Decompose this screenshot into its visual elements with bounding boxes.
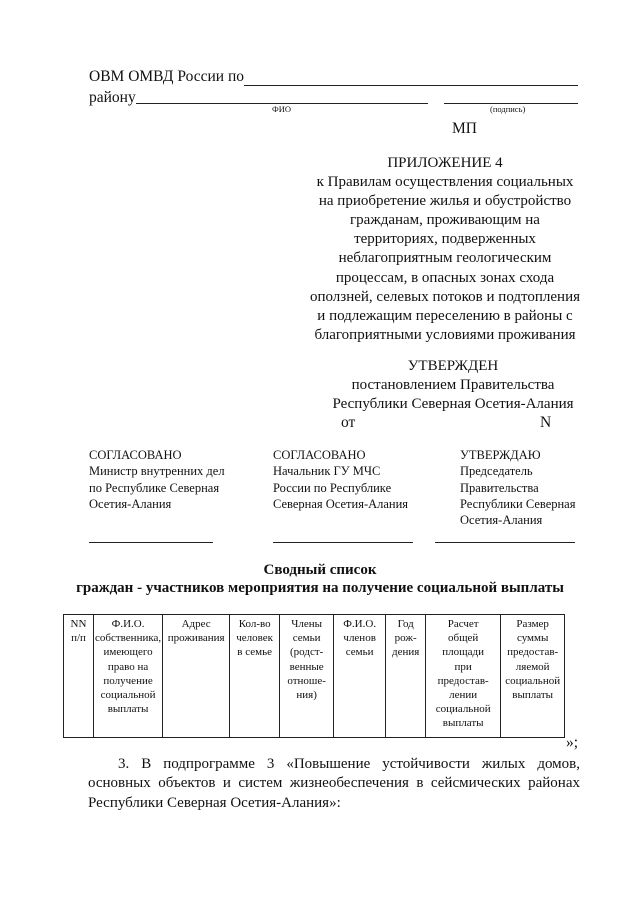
column-header-text: Члены семьи (родст- венные отноше- ния) bbox=[287, 618, 326, 702]
column-header-text: Ф.И.О. членов семьи bbox=[343, 618, 377, 659]
appendix-line: благоприятными условиями проживания bbox=[314, 326, 576, 343]
column-header-text: Год рож- дения bbox=[392, 618, 420, 659]
approved-number-label: N bbox=[540, 414, 552, 431]
ovm-label: ОВМ ОМВД России по bbox=[89, 68, 244, 85]
signature-heading: СОГЛАСОВАНО bbox=[273, 448, 366, 462]
appendix-line: оползней, селевых потоков и подтопления bbox=[309, 288, 581, 305]
column-header-text: Кол-во человек в семье bbox=[236, 618, 274, 659]
ovm-fill-line bbox=[244, 85, 578, 86]
signature-heading: УТВЕРЖДАЮ bbox=[460, 448, 541, 462]
signature-line: Правительства bbox=[460, 480, 539, 495]
column-header bbox=[163, 615, 230, 738]
column-header-text: Адрес проживания bbox=[167, 618, 225, 645]
appendix-line: к Правилам осуществления социальных bbox=[316, 174, 574, 191]
table-header-row bbox=[64, 615, 565, 738]
appendix-line: неблагоприятным геологическим bbox=[338, 250, 552, 267]
approved-from-label: от bbox=[341, 414, 356, 431]
column-header bbox=[426, 615, 501, 738]
district-label: району bbox=[89, 89, 136, 106]
signature-block-mvd bbox=[89, 447, 225, 512]
signature-line-mvd bbox=[89, 542, 213, 543]
signature-block-mchs bbox=[273, 447, 408, 512]
approved-line: Республики Северная Осетия-Алания bbox=[332, 396, 574, 412]
appendix-block bbox=[300, 154, 590, 345]
appendix-line: гражданам, проживающим на bbox=[350, 212, 540, 229]
signature-line-government bbox=[435, 542, 575, 543]
closing-quote: »; bbox=[566, 734, 579, 751]
column-header-text: Ф.И.О. собственника, имеющего право на получение социальной выплаты bbox=[95, 618, 162, 716]
signature-block-government bbox=[460, 447, 576, 528]
signature-heading: СОГЛАСОВАНО bbox=[89, 448, 182, 462]
signature-line-mchs bbox=[273, 542, 413, 543]
column-header-text: Расчет общей площади при предостав- лении социальной выплаты bbox=[435, 618, 491, 730]
list-title: Сводный список bbox=[263, 562, 377, 578]
appendix-title: ПРИЛОЖЕНИЕ 4 bbox=[387, 155, 503, 171]
fio-caption: ФИО bbox=[272, 104, 291, 114]
column-header bbox=[280, 615, 334, 738]
signature-line: Осетия-Алания bbox=[460, 513, 543, 528]
signature-line: по Республике Северная bbox=[89, 480, 220, 495]
appendix-line: и подлежащим переселению в районы с bbox=[317, 307, 573, 324]
column-header bbox=[386, 615, 426, 738]
signature-line: Министр внутренних дел bbox=[89, 464, 225, 479]
participants-table bbox=[63, 614, 565, 738]
column-header bbox=[230, 615, 280, 738]
signature-line: Председатель bbox=[460, 464, 533, 479]
signature-caption: (подпись) bbox=[490, 104, 526, 114]
column-header bbox=[334, 615, 386, 738]
appendix-line: на приобретение жилья и обустройство bbox=[318, 193, 572, 210]
column-header bbox=[501, 615, 565, 738]
signature-line: Северная Осетия-Алания bbox=[273, 496, 409, 511]
approved-line: постановлением Правительства bbox=[351, 377, 555, 393]
list-subtitle: граждан - участников мероприятия на получение социальной выплаты bbox=[76, 580, 564, 596]
column-header-text: NN п/п bbox=[70, 618, 87, 645]
column-header bbox=[64, 615, 94, 738]
column-header bbox=[94, 615, 163, 738]
signature-line: Осетия-Алания bbox=[89, 496, 172, 511]
appendix-line: территориях, подверженных bbox=[354, 231, 536, 248]
approved-title: УТВЕРЖДЕН bbox=[407, 358, 499, 374]
column-header-text: Размер суммы предостав- ляемой социальной выплаты bbox=[505, 618, 561, 702]
paragraph-subprogram-3: 3. В подпрограмме 3 «Повышение устойчивости жилых домов, основных объектов и систем жизнеобеспечения в сейсмических районах Республики Северная Осетия-Алания»: bbox=[88, 756, 580, 811]
signature-line: Начальник ГУ МЧС bbox=[273, 464, 381, 479]
appendix-line: процессам, в опасных зонах схода bbox=[335, 269, 555, 286]
approved-block bbox=[318, 357, 588, 414]
signature-line: Республики Северная bbox=[460, 496, 576, 511]
signature-line: России по Республике bbox=[273, 480, 392, 495]
seal-mark: МП bbox=[452, 120, 477, 137]
